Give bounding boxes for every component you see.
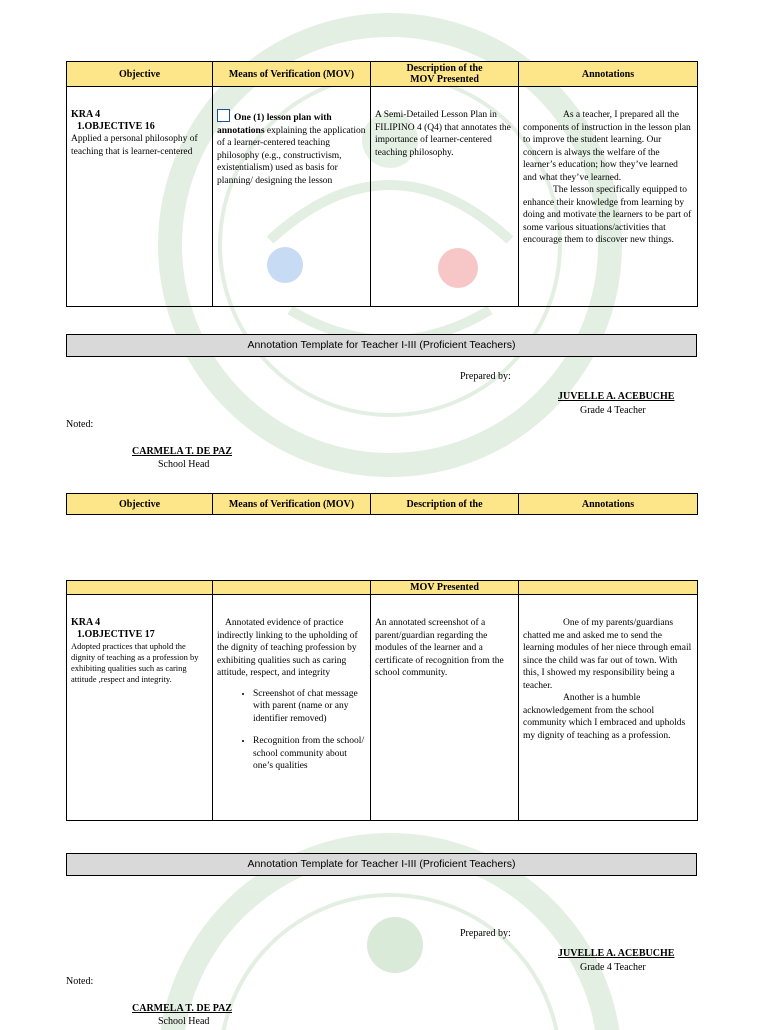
mov-bullet-list — [217, 688, 366, 773]
teacher-position: Grade 4 Teacher — [580, 405, 646, 416]
description-cell-2 — [371, 595, 519, 821]
header-annotations-2: Annotations — [519, 494, 698, 515]
kra-label-2: KRA 4 — [71, 617, 101, 628]
objective-text-2: Adopted practices that uphold the dignity of teaching as a profession by exhibiting qualities such as caring attitude ,respect and integrity. — [71, 641, 199, 684]
mov-bullet-item: • Recognition from the school/ school community about one’s qualities — [253, 735, 366, 773]
head-name-2: CARMELA T. DE PAZ — [132, 1003, 233, 1014]
annotation-table-2-header — [66, 493, 698, 515]
objective-text: Applied a personal philosophy of teaching that is learner-centered — [71, 134, 198, 157]
teacher-position-2: Grade 4 Teacher — [580, 962, 646, 973]
objective-cell-2 — [67, 595, 213, 821]
header-mov-2: Means of Verification (MOV) — [213, 494, 371, 515]
head-position-2: School Head — [158, 1016, 210, 1027]
annotation-paragraph-1: As a teacher, I prepared all the components of instruction in the lesson plan to improve the student learning. Our concern is always the welfare of the learner’s education; how they’ve learned and what they’ve learned. — [523, 110, 691, 183]
noted-label-2: Noted: — [66, 976, 94, 987]
objective-cell — [67, 87, 213, 307]
mov-cell-2 — [213, 595, 371, 821]
objective-title-2: 1.OBJECTIVE 17 — [77, 629, 155, 640]
description-text-2: An annotated screenshot of a parent/guardian regarding the modules of the learner and a certificate of recognition from the school community. — [375, 618, 504, 678]
template-banner-2: Annotation Template for Teacher I-III (Proficient Teachers) — [66, 853, 697, 876]
description-text: A Semi-Detailed Lesson Plan in FILIPINO 4 (Q4) that annotates the importance of learner-centered teaching philosophy. — [375, 110, 511, 158]
noted-label: Noted: — [66, 419, 94, 430]
head-position: School Head — [158, 459, 210, 470]
template-banner: Annotation Template for Teacher I-III (Proficient Teachers) — [66, 334, 697, 357]
header-objective: Objective — [67, 62, 213, 87]
prepared-by-label: Prepared by: — [460, 371, 511, 382]
objective-title: 1.OBJECTIVE 16 — [77, 121, 155, 132]
teacher-name-2: JUVELLE A. ACEBUCHE — [558, 948, 675, 959]
annotation-table-1 — [66, 61, 698, 307]
annotations-cell — [519, 87, 698, 307]
annotations-cell-2 — [519, 595, 698, 821]
mov-bold-text: One (1) lesson plan with annotations — [217, 113, 332, 136]
mov-text: explaining the application of a learner-centered teaching philosophy (e.g., constructivism, existentialism) used as basis for planning/ designing the lesson — [217, 125, 366, 186]
annotation-table-2 — [66, 580, 698, 821]
header-mov: Means of Verification (MOV) — [213, 62, 371, 87]
header-objective-2: Objective — [67, 494, 213, 515]
prepared-by-label-2: Prepared by: — [460, 928, 511, 939]
annotation-paragraph-2: The lesson specifically equipped to enhance their knowledge from learning by doing and motivate the learners to be part of some various situations/activities that encourage them to discover new things. — [523, 185, 692, 245]
mov-cell — [213, 87, 371, 307]
kra-label: KRA 4 — [71, 109, 101, 120]
header-annotations: Annotations — [519, 62, 698, 87]
header-description-continued: MOV Presented — [371, 581, 519, 595]
head-name: CARMELA T. DE PAZ — [132, 446, 233, 457]
checkbox[interactable] — [217, 109, 230, 122]
mov-intro: Annotated evidence of practice indirectly linking to the upholding of the dignity of teaching profession by exhibiting qualities such as caring attitude, respect, and integrity — [217, 618, 358, 678]
teacher-name: JUVELLE A. ACEBUCHE — [558, 391, 675, 402]
header-description: Description of the MOV Presented — [371, 62, 519, 87]
annotation-paragraph-1b: One of my parents/guardians chatted me and asked me to send the learning modules of her niece through email since the child was far out of town. With this, I showed my responsibility being a teacher. — [523, 618, 692, 691]
description-cell — [371, 87, 519, 307]
header-description-2: Description of the — [371, 494, 519, 515]
annotation-paragraph-2b: Another is a humble acknowledgement from the school community which I embraced and upholds my dignity of teaching as a profession. — [523, 693, 686, 741]
mov-bullet-item: • Screenshot of chat message with parent (name or any identifier removed) — [253, 688, 366, 726]
